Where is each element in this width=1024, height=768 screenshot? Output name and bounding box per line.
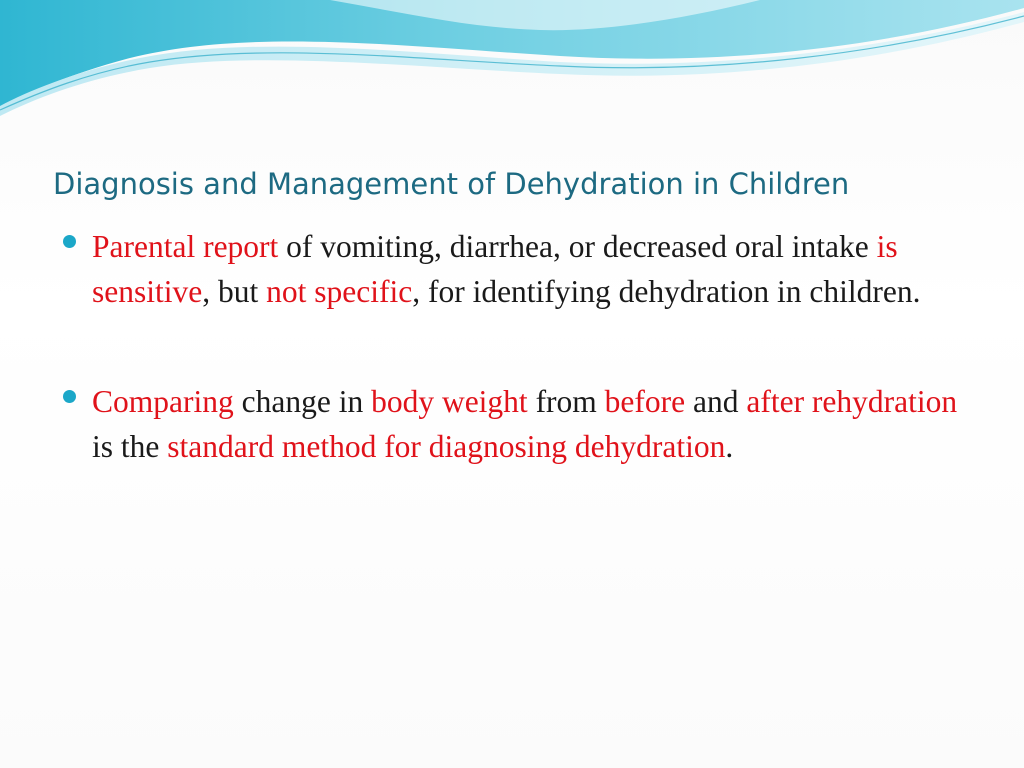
bullet-text: , but (202, 274, 267, 309)
bullet-text: of vomiting, diarrhea, or decreased oral intake (278, 229, 877, 264)
slide-title: Diagnosis and Management of Dehydration in Children (53, 167, 850, 201)
bullet-phrase: body weight (371, 384, 528, 419)
bullet-text: , for identifying dehydration in children. (412, 274, 921, 309)
bullet-text: and (685, 384, 747, 419)
bullet-phrase: Parental report (92, 229, 279, 264)
bullet-text: is the (92, 429, 168, 464)
bullet-phrase: after rehydration (746, 384, 958, 419)
wave-header-decoration (0, 0, 1024, 130)
bullet-text: from (527, 384, 605, 419)
bullet-phrase: standard method for diagnosing dehydration (167, 429, 726, 464)
bullet-item (92, 224, 972, 314)
bullet-text: . (725, 429, 734, 464)
bullet-dot-icon (63, 235, 76, 248)
bullet-phrase: not specific (266, 274, 413, 309)
bullet-text: change in (233, 384, 372, 419)
bullet-item (92, 379, 972, 469)
bullet-dot-icon (63, 390, 76, 403)
bullet-phrase: before (604, 384, 686, 419)
bullet-phrase: Comparing (92, 384, 234, 419)
bullet-list (92, 224, 972, 469)
bullet-phrase: is sensitive (92, 229, 898, 309)
